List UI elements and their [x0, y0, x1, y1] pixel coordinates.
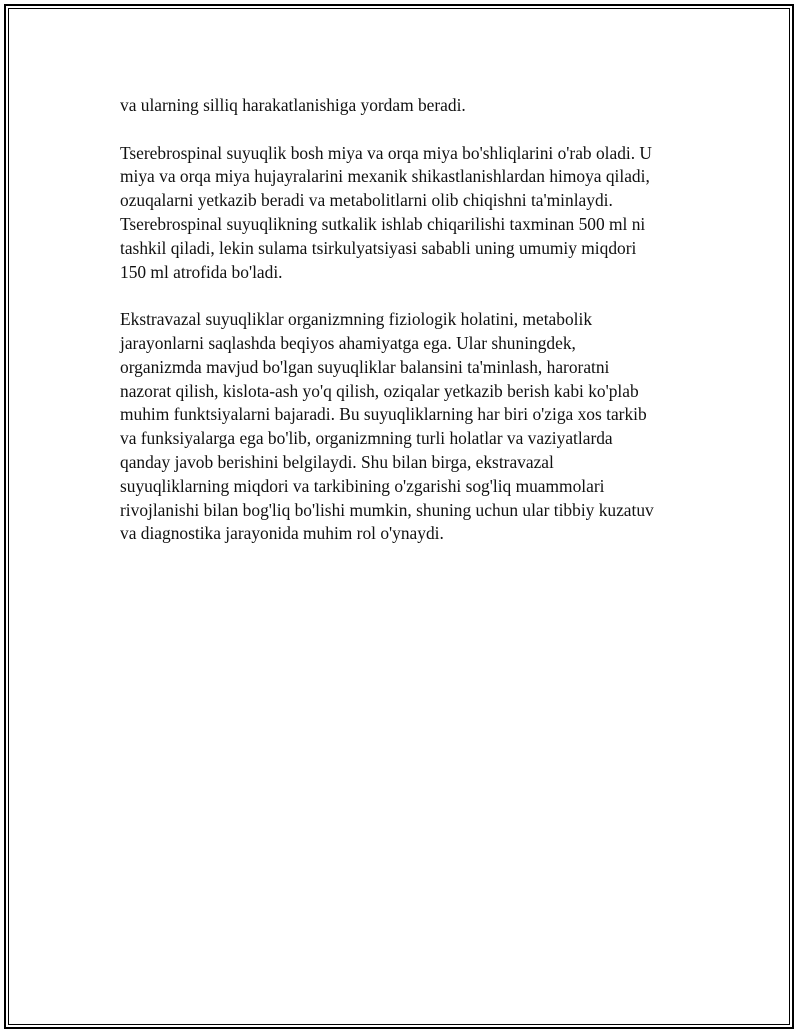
text-line: Tserebrospinal suyuqlikning sutkalik ishlab chiqarilishi taxminan 500 ml ni [120, 213, 646, 234]
text-line: Tserebrospinal suyuqlik bosh miya va orqa miya bo'shliqlarini o'rab oladi. U [120, 142, 652, 163]
text-line: Ekstravazal suyuqliklar organizmning fiziologik holatini, metabolik [120, 309, 593, 330]
text-line: ozuqalarni yetkazib beradi va metabolitlarni olib chiqishni ta'minlaydi. [120, 190, 613, 211]
text-line: miya va orqa miya hujayralarini mexanik shikastlanishlardan himoya qiladi, [120, 166, 650, 187]
text-line: tashkil qiladi, lekin sulama tsirkulyatsiyasi sababli uning umumiy miqdori [120, 237, 637, 258]
text-line: jarayonlarni saqlashda beqiyos ahamiyatga ega. Ular shuningdek, [120, 332, 576, 353]
text-line: va funksiyalarga ega bo'lib, organizmning turli holatlar va vaziyatlarda [120, 428, 613, 449]
text-line: qanday javob berishini belgilaydi. Shu bilan birga, ekstravazal [120, 451, 554, 472]
text-line: muhim funktsiyalarni bajaradi. Bu suyuqliklarning har biri o'ziga xos tarkib [120, 404, 647, 425]
text-line: organizmda mavjud bo'lgan suyuqliklar balansini ta'minlash, haroratni [120, 356, 610, 377]
paragraph-3 [120, 308, 700, 546]
paragraph-1 [120, 94, 700, 118]
page-border [4, 4, 794, 1029]
text-line: va diagnostika jarayonida muhim rol o'ynaydi. [120, 523, 444, 544]
text-line: nazorat qilish, kislota-ash yo'q qilish, oziqalar yetkazib berish kabi ko'plab [120, 380, 639, 401]
text-line: rivojlanishi bilan bog'liq bo'lishi mumkin, shuning uchun ular tibbiy kuzatuv [120, 499, 654, 520]
text-line: 150 ml atrofida bo'ladi. [120, 261, 283, 282]
text-line: suyuqliklarning miqdori va tarkibining o'zgarishi sog'liq muammolari [120, 475, 605, 496]
text-line: va ularning silliq harakatlanishiga yordam beradi. [120, 95, 466, 115]
document-body [120, 94, 700, 570]
paragraph-2 [120, 142, 700, 285]
